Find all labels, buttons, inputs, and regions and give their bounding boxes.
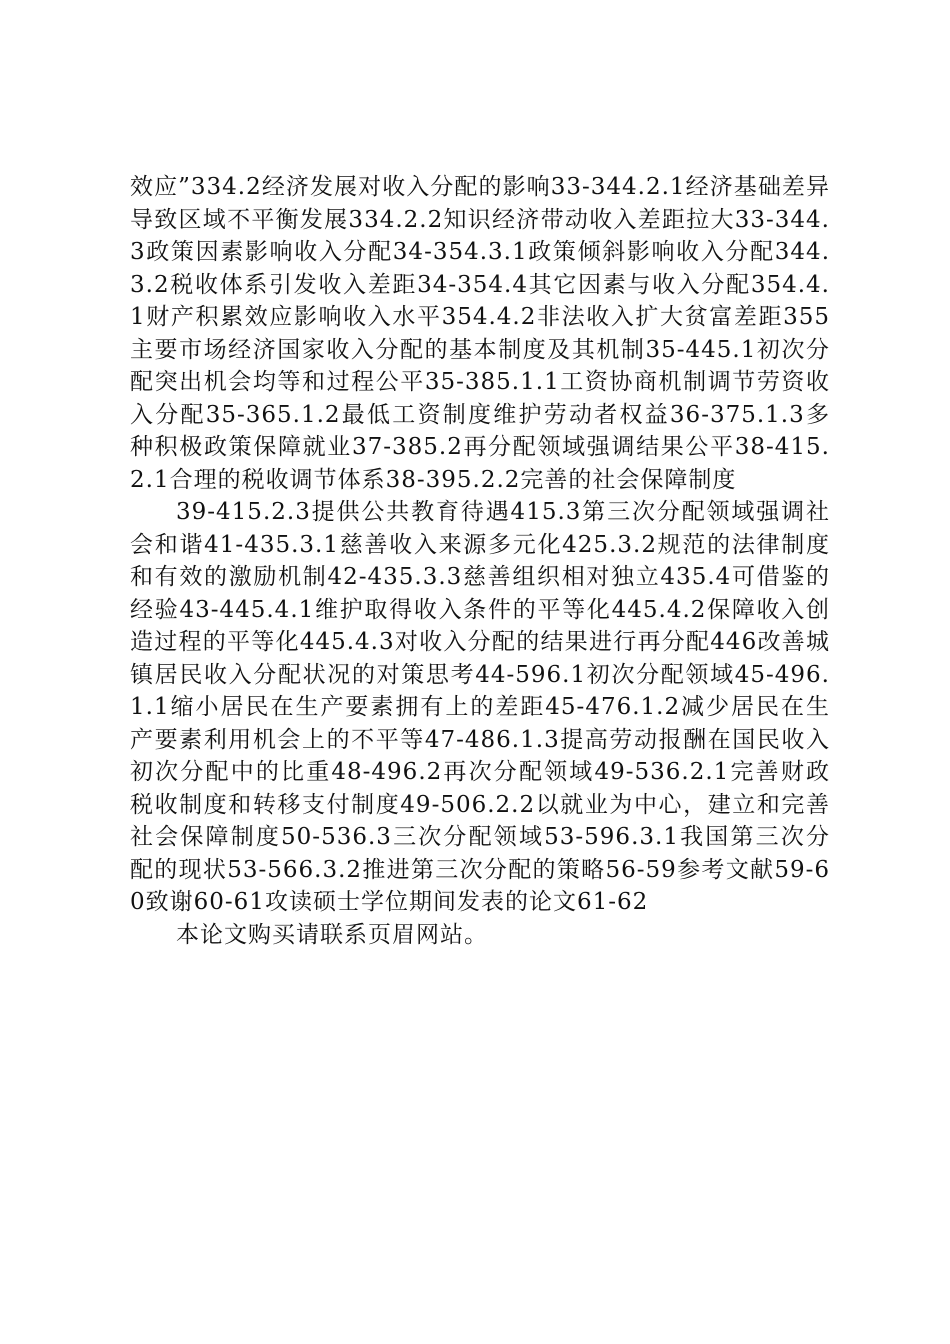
paragraph-purchase-note: 本论文购买请联系页眉网站。 <box>176 921 488 948</box>
document-body <box>130 171 830 951</box>
paragraph-toc-part-2: 39-415.2.3提供公共教育待遇415.3第三次分配领域强调社会和谐41-435.3.1慈善收入来源多元化425.3.2规范的法律制度和有效的激励机制42-435.3.3慈善组织相对独立435.4可借鉴的经验43-445.4.1维护取得收入条件的平等化445.4.2保障收入创造过程的平等化445.4.3对收入分配的结果进行再分配446改善城镇居民收入分配状况的对策思考44-596.1初次分配领域45-496.1.1缩小居民在生产要素拥有上的差距45-476.1.2减少居民在生产要素利用机会上的不平等47-486.1.3提高劳动报酬在国民收入初次分配中的比重48-496.2再次分配领域49-536.2.1完善财政税收制度和转移支付制度49-506.2.2以就业为中心，建立和完善社会保障制度50-536.3三次分配领域53-596.3.1我国第三次分配的现状53-566.3.2推进第三次分配的策略56-59参考文献59-60致谢60-61攻读硕士学位期间发表的论文61-62 <box>130 499 830 915</box>
paragraph-toc-part-1: 效应”334.2经济发展对收入分配的影响33-344.2.1经济基础差异导致区域不平衡发展334.2.2知识经济带动收入差距拉大33-344.3政策因素影响收入分配34-354.3.1政策倾斜影响收入分配344.3.2税收体系引发收入差距34-354.4其它因素与收入分配354.4.1财产积累效应影响收入水平354.4.2非法收入扩大贫富差距355主要市场经济国家收入分配的基本制度及其机制35-445.1初次分配突出机会均等和过程公平35-385.1.1工资协商机制调节劳资收入分配35-365.1.2最低工资制度维护劳动者权益36-375.1.3多种积极政策保障就业37-385.2再分配领域强调结果公平38-415.2.1合理的税收调节体系38-395.2.2完善的社会保障制度 <box>130 174 830 493</box>
